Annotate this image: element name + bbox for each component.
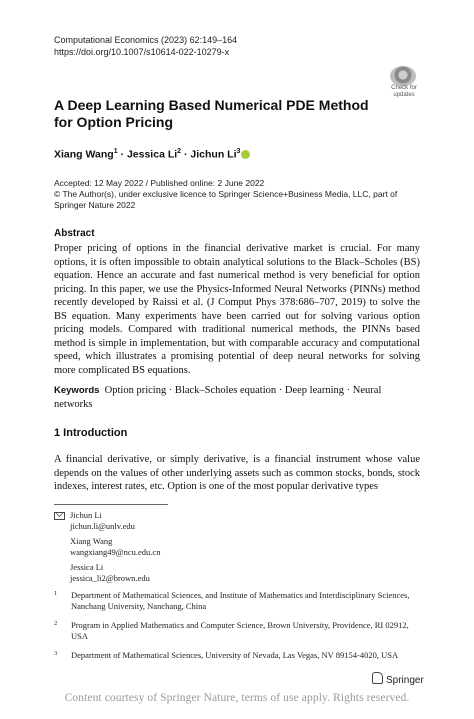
publisher-name: Springer	[386, 675, 424, 686]
contact-entry	[54, 510, 160, 532]
springer-logo[interactable]	[372, 672, 424, 686]
author-list	[54, 148, 250, 161]
author-contacts	[54, 510, 160, 588]
affiliation-number: 3	[54, 650, 58, 657]
contact-name: Jessica Li	[70, 562, 104, 572]
keywords-label: Keywords	[54, 385, 100, 396]
contact-name: Xiang Wang	[70, 536, 113, 546]
author-separator: ·	[117, 148, 127, 161]
badge-line-1: Check for	[391, 85, 417, 91]
affiliation-text: Department of Mathematical Sciences, University of Nevada, Las Vegas, NV 89154-4020, USA	[71, 650, 399, 660]
copyright-notice: © The Author(s), under exclusive licence to Springer Science+Business Media, LLC, part of Springer Nature 2022	[54, 189, 398, 210]
contact-email[interactable]: jessica_li2@brown.edu	[70, 573, 150, 583]
affiliation-number: 1	[54, 590, 58, 597]
check-for-updates-badge[interactable]	[387, 66, 421, 100]
author-affil-sup: 2	[177, 148, 182, 155]
author-affil-sup: 3	[236, 148, 241, 155]
contact-entry	[54, 536, 160, 558]
affiliation-text: Department of Mathematical Sciences, and Institute of Mathematics and Interdisciplinary Sciences, Nanchang University, Nanchang, China	[71, 590, 410, 611]
contact-email[interactable]: wangxiang49@ncu.edu.cn	[70, 547, 161, 557]
footnote-divider	[54, 504, 168, 505]
author-name[interactable]: Jichun Li	[190, 148, 237, 161]
author-name[interactable]: Jessica Li	[126, 148, 178, 161]
journal-header	[54, 34, 237, 58]
affiliation-item	[54, 620, 424, 642]
introduction-text: A financial derivative, or simply derivative, is a financial instrument whose value depends on the values of other underlying assets such as common stocks, bonds, stock indexes, interest rates, etc. Option is one of the most popular derivative types	[54, 454, 420, 492]
affiliation-text: Program in Applied Mathematics and Computer Science, Brown University, Providence, RI 02912, USA	[71, 620, 409, 641]
author-separator: ·	[181, 148, 191, 161]
journal-citation: Computational Economics (2023) 62:149–164	[54, 35, 238, 45]
abstract-heading: Abstract	[54, 228, 95, 239]
affiliation-item	[54, 650, 424, 661]
check-for-updates-icon	[390, 66, 416, 86]
keywords	[54, 384, 420, 411]
paper-title: A Deep Learning Based Numerical PDE Method for Option Pricing	[54, 97, 369, 130]
envelope-icon	[54, 512, 65, 520]
springer-horse-icon	[372, 672, 383, 684]
abstract-text: Proper pricing of options in the financial derivative market is crucial. For many options, it is often impossible to obtain analytical solutions to the Black–Scholes (BS) equation. Hence an accurate and fast numerical method is very beneficial for option pricing. In this paper, we use the Physics-Informed Neural Networks (PINNs) method recently developed by Raissi et al. (J Comput Phys 378:686–707, 2019) to solve the BS equation. Many experiments have been carried out for solving various option pricing models. Compared with traditional numerical methods, the PINNs based method is simple in implementation, but with comparable accuracy and computational speed, which illustrates a promising potential of deep neural networks for solving more complicated BS equations.	[54, 243, 420, 376]
affiliation-number: 2	[54, 620, 58, 627]
affiliations	[54, 590, 424, 669]
section-heading-introduction: 1 Introduction	[54, 427, 128, 439]
orcid-icon[interactable]	[241, 150, 250, 159]
contact-name: Jichun Li	[70, 510, 102, 520]
badge-line-2: updates	[393, 92, 415, 98]
contact-entry	[54, 562, 160, 584]
courtesy-notice: Content courtesy of Springer Nature, terms of use apply. Rights reserved.	[64, 692, 410, 704]
author-affil-sup: 1	[113, 148, 118, 155]
contact-email[interactable]: jichun.li@unlv.edu	[70, 521, 135, 531]
publication-dates	[54, 178, 424, 211]
author-name[interactable]: Xiang Wang	[54, 148, 114, 161]
keywords-text: Option pricing · Black–Scholes equation · Deep learning · Neural networks	[54, 385, 382, 410]
doi-link[interactable]: https://doi.org/10.1007/s10614-022-10279-x	[54, 47, 230, 57]
affiliation-item	[54, 590, 424, 612]
accepted-published-dates: Accepted: 12 May 2022 / Published online: 2 June 2022	[54, 178, 265, 188]
